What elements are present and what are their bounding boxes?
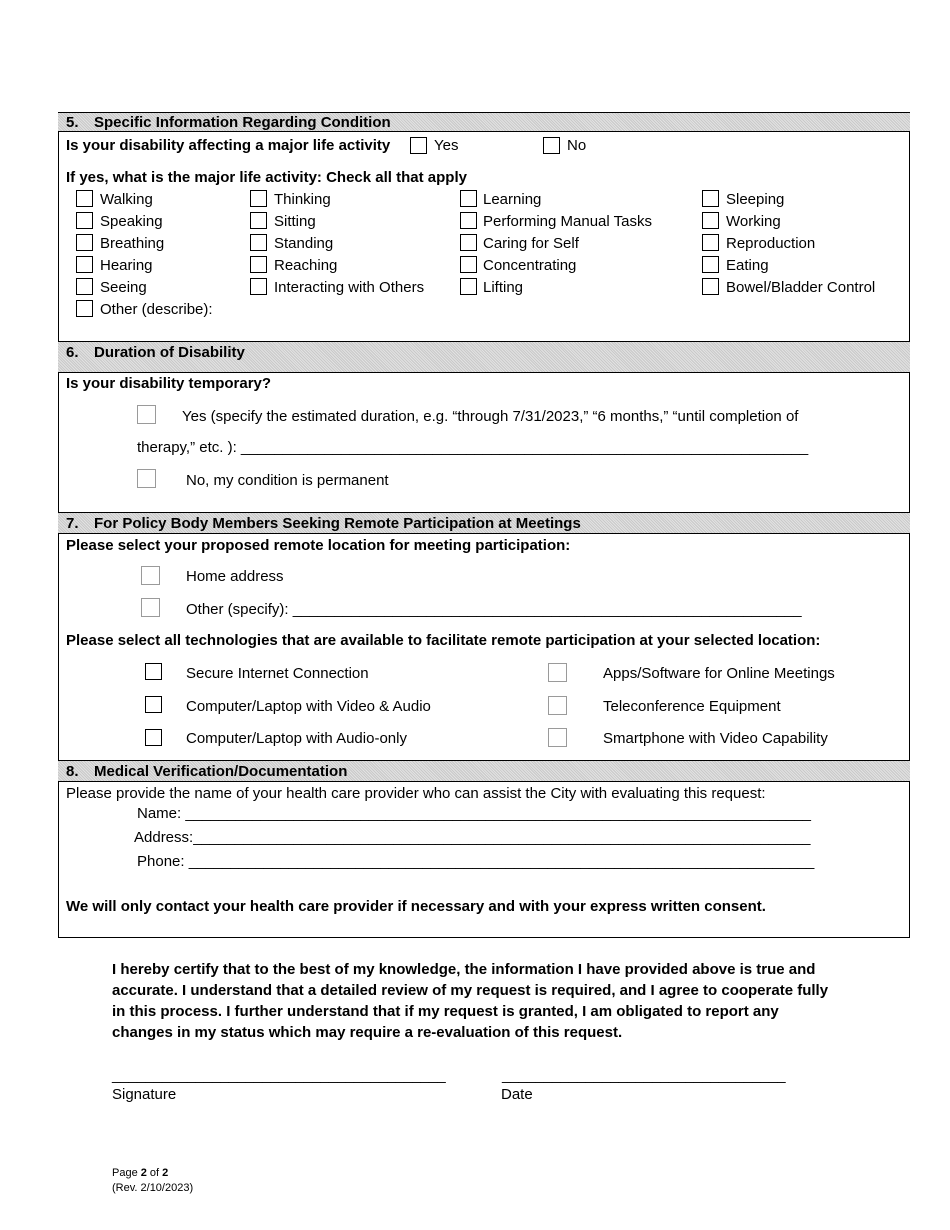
other-location-label[interactable]: Other (specify): _____________________________________________________________ [186, 601, 802, 618]
activity-learning: Learning [483, 191, 542, 208]
activity-eating: Eating [726, 257, 769, 274]
provider-name-field[interactable]: Name: ___________________________________________________________________________ [137, 805, 812, 822]
provider-phone-field[interactable]: Phone: ___________________________________________________________________________ [137, 853, 815, 870]
tech-checkbox[interactable] [145, 729, 162, 746]
section-5-header [58, 112, 910, 132]
activity-checkbox[interactable] [460, 234, 477, 251]
activity-checkbox[interactable] [250, 212, 267, 229]
signature-line[interactable]: ________________________________________ [112, 1067, 446, 1084]
major-activity-yes-label: Yes [434, 137, 459, 154]
tech-apps-software: Apps/Software for Online Meetings [603, 665, 835, 682]
activity-walking: Walking [100, 191, 153, 208]
activity-reaching: Reaching [274, 257, 338, 274]
activity-concentrating: Concentrating [483, 257, 577, 274]
page-number [112, 1168, 168, 1179]
activity-caring-self: Caring for Self [483, 235, 579, 252]
activity-interacting: Interacting with Others [274, 279, 425, 296]
activity-checkbox[interactable] [702, 256, 719, 273]
certify-line-3: in this process. I further understand that if my request is granted, I am obligated to report any [112, 1003, 779, 1020]
revision-date: (Rev. 2/10/2023) [112, 1182, 194, 1194]
activity-sitting: Sitting [274, 213, 316, 230]
activity-sleeping: Sleeping [726, 191, 785, 208]
activity-checkbox[interactable] [460, 212, 477, 229]
technologies-question: Please select all technologies that are available to facilitate remote participation at your selected location: [66, 632, 821, 649]
temporary-yes-text-line1: Yes (specify the estimated duration, e.g. “through 7/31/2023,” “6 months,” “until completion of [182, 408, 799, 425]
activity-hearing: Hearing [100, 257, 153, 274]
provider-prompt: Please provide the name of your health care provider who can assist the City with evaluating this request: [66, 785, 766, 802]
section-7-title: For Policy Body Members Seeking Remote Participation at Meetings [94, 515, 581, 532]
activity-checkbox[interactable] [76, 278, 93, 295]
date-line[interactable]: __________________________________ [502, 1067, 786, 1084]
activity-checkbox[interactable] [76, 190, 93, 207]
temporary-question: Is your disability temporary? [66, 375, 272, 392]
activity-checkbox[interactable] [702, 278, 719, 295]
tech-computer-video-audio: Computer/Laptop with Video & Audio [186, 698, 431, 715]
activity-manual-tasks: Performing Manual Tasks [483, 213, 652, 230]
tech-teleconference: Teleconference Equipment [603, 698, 781, 715]
major-activity-no-checkbox[interactable] [543, 137, 560, 154]
activity-working: Working [726, 213, 781, 230]
section-6-number: 6. [66, 344, 79, 361]
consent-statement: We will only contact your health care provider if necessary and with your express written consent. [66, 898, 766, 915]
temporary-no-checkbox[interactable] [137, 469, 156, 488]
temporary-no-label: No, my condition is permanent [186, 472, 389, 489]
temporary-yes-text-line2[interactable]: therapy,” etc. ): ____________________________________________________________________ [137, 439, 809, 456]
section-7-number: 7. [66, 515, 79, 532]
section-7-header [58, 512, 910, 534]
activity-checkbox[interactable] [250, 256, 267, 273]
page-current: 2 [140, 1167, 147, 1179]
activity-bowel-bladder: Bowel/Bladder Control [726, 279, 876, 296]
section-8-number: 8. [66, 763, 79, 780]
other-location-checkbox[interactable] [141, 598, 160, 617]
activity-thinking: Thinking [274, 191, 331, 208]
activity-checkbox[interactable] [76, 212, 93, 229]
activity-standing: Standing [274, 235, 334, 252]
tech-computer-audio-only: Computer/Laptop with Audio-only [186, 730, 407, 747]
signature-label: Signature [112, 1086, 177, 1103]
activity-checkbox[interactable] [250, 190, 267, 207]
home-address-label: Home address [186, 568, 284, 585]
which-activity-question: If yes, what is the major life activity: Check all that apply [66, 169, 467, 186]
major-activity-question: Is your disability affecting a major life activity [66, 137, 391, 154]
tech-smartphone-video: Smartphone with Video Capability [603, 730, 828, 747]
activity-checkbox[interactable] [702, 212, 719, 229]
activity-checkbox[interactable] [460, 278, 477, 295]
activity-checkbox[interactable] [250, 234, 267, 251]
activity-other-label: Other (describe): [100, 301, 213, 318]
tech-checkbox[interactable] [548, 696, 567, 715]
activity-other-checkbox[interactable] [76, 300, 93, 317]
date-label: Date [501, 1086, 533, 1103]
page-total: 2 [162, 1167, 169, 1179]
section-6-header [58, 341, 910, 373]
activity-checkbox[interactable] [250, 278, 267, 295]
certify-line-2: accurate. I understand that a detailed review of my request is required, and I agree to cooperate fully [112, 982, 829, 999]
home-address-checkbox[interactable] [141, 566, 160, 585]
major-activity-no-label: No [567, 137, 587, 154]
section-5-title: Specific Information Regarding Condition [94, 114, 391, 131]
activity-breathing: Breathing [100, 235, 165, 252]
section-8-title: Medical Verification/Documentation [94, 763, 348, 780]
activity-checkbox[interactable] [76, 256, 93, 273]
activity-checkbox[interactable] [460, 190, 477, 207]
page-of: of [146, 1167, 163, 1179]
activity-checkbox[interactable] [702, 234, 719, 251]
activity-checkbox[interactable] [76, 234, 93, 251]
tech-checkbox[interactable] [548, 663, 567, 682]
major-activity-yes-checkbox[interactable] [410, 137, 427, 154]
tech-secure-internet: Secure Internet Connection [186, 665, 369, 682]
remote-location-question: Please select your proposed remote location for meeting participation: [66, 537, 571, 554]
tech-checkbox[interactable] [145, 663, 162, 680]
section-8-header [58, 760, 910, 782]
activity-seeing: Seeing [100, 279, 147, 296]
certify-line-1: I hereby certify that to the best of my knowledge, the information I have provided above is true and [112, 961, 816, 978]
tech-checkbox[interactable] [548, 728, 567, 747]
section-5-number: 5. [66, 114, 79, 131]
page-prefix: Page [112, 1167, 141, 1179]
activity-lifting: Lifting [483, 279, 524, 296]
activity-checkbox[interactable] [460, 256, 477, 273]
activity-checkbox[interactable] [702, 190, 719, 207]
temporary-yes-checkbox[interactable] [137, 405, 156, 424]
activity-reproduction: Reproduction [726, 235, 816, 252]
tech-checkbox[interactable] [145, 696, 162, 713]
section-6-title: Duration of Disability [94, 344, 245, 361]
certify-line-4: changes in my status which may require a re-evaluation of this request. [112, 1024, 623, 1041]
provider-address-field[interactable]: Address:__________________________________________________________________________ [134, 829, 811, 846]
activity-speaking: Speaking [100, 213, 163, 230]
